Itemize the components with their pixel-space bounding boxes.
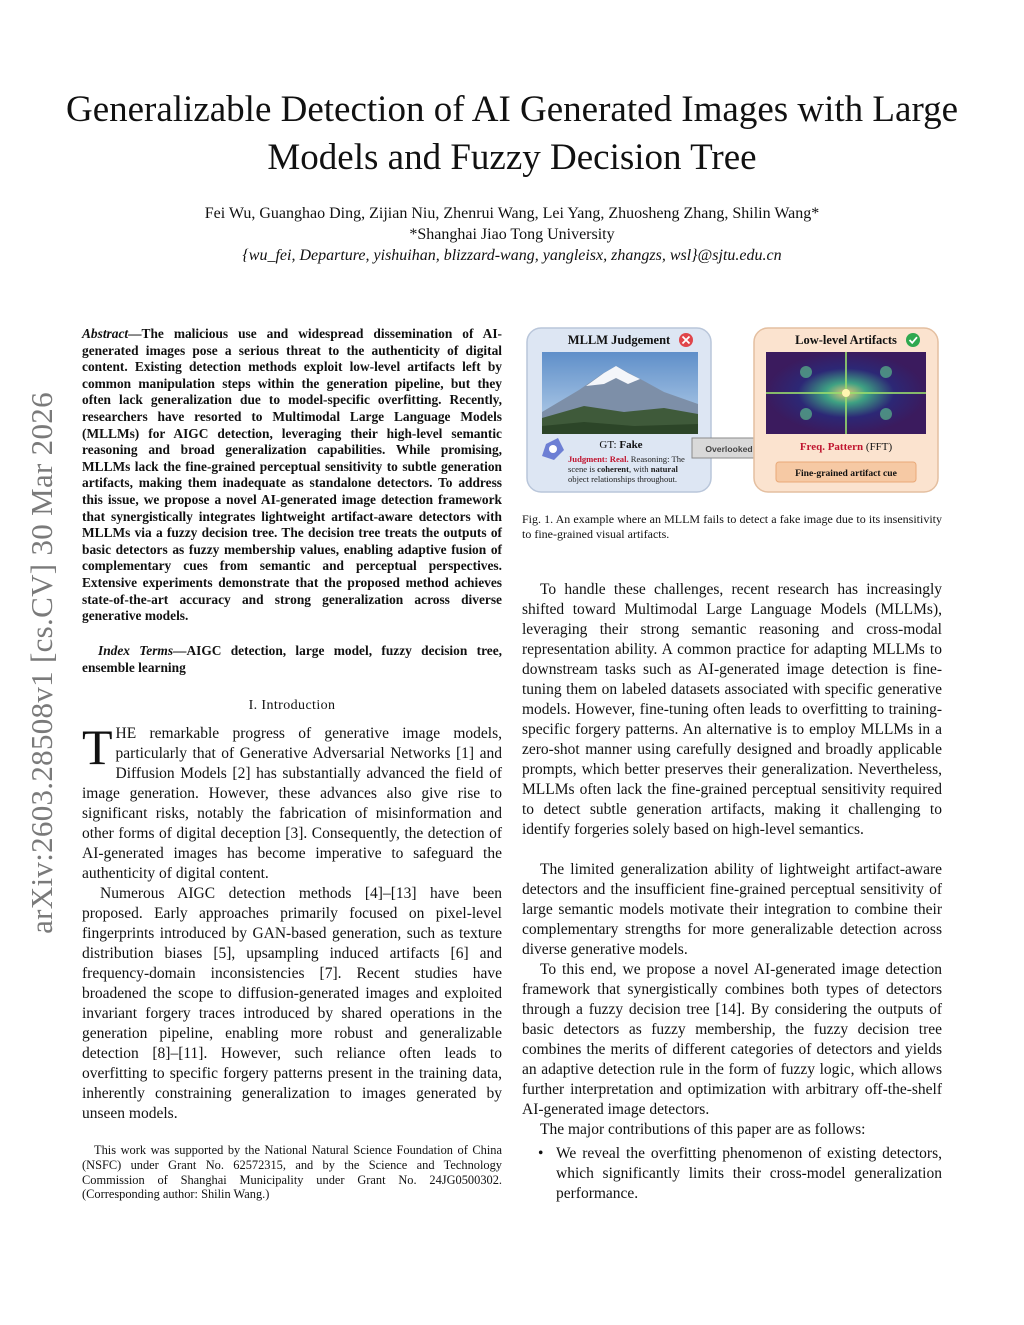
index-terms-lead: Index Terms <box>98 643 174 658</box>
wrong-icon <box>679 333 693 347</box>
index-terms <box>82 643 502 676</box>
bullet-icon: • <box>538 1145 544 1162</box>
arxiv-identifier <box>22 368 62 958</box>
abstract-lead: Abstract <box>82 326 129 341</box>
fft-spectrum-image <box>766 352 926 434</box>
intro-paragraph-1-text: HE remarkable progress of generative image models, particularly that of Generative Adversarial Networks [1] and Diffusion Models [2] has substantially advanced the field of image generation. However, these advances also give rise to significant risks, notably the fabrication of misinformation and other forms of digital deception [3]. Consequently, the detection of AI-generated images has become imperative to safeguard the authenticity of digital content. <box>82 725 502 882</box>
contribution-bullet-1 <box>522 1144 942 1204</box>
paper-title: Generalizable Detection of AI Generated Images with Large Models and Fuzzy Decision Tree <box>65 89 959 178</box>
ground-truth-label: GT: Fake <box>599 439 643 451</box>
body-paragraph-3: To handle these challenges, recent research has increasingly shifted toward Multimodal Large Language Models (MLLMs), leveraging their strong semantic reasoning and cross-modal representation ability. A common practice for adapting MLLMs to downstream tasks such as AI-generated image detection is fine-tuning them on labeled datasets associated with specific generative models. However, fine-tuning often leads to overfitting to training-specific forgery patterns. An alternative is to employ MLLMs in a zero-shot manner using carefully designed and broadly applicable prompts, which better preserves their generalization. Nevertheless, MLLMs often lack the fine-grained perceptual sensitivity required to detect subtle generation artifacts, making it challenging to identify forgeries solely based on high-level semantics. <box>522 581 942 838</box>
judgment-line-3: object relationships throughout. <box>568 474 678 484</box>
author-emails: {wu_fei, Departure, yishuihan, blizzard-wang, yangleisx, zhangzs, wsl}@sjtu.edu.cn <box>242 247 782 264</box>
arxiv-identifier-text: arXiv:2603.28508v1 [cs.CV] 30 Mar 2026 <box>24 392 59 934</box>
contributions-intro: The major contributions of this paper are as follows: <box>540 1121 866 1138</box>
drop-cap: T <box>82 719 113 775</box>
index-terms-text: —AIGC detection, large model, fuzzy decision tree, ensemble learning <box>82 643 503 675</box>
abstract <box>82 326 502 625</box>
correct-icon <box>906 333 920 347</box>
low-level-panel-title: Low-level Artifacts <box>795 333 897 347</box>
mllm-panel-title: MLLM Judgement <box>567 333 671 347</box>
contribution-bullet-1-text: We reveal the overfitting phenomenon of existing detectors, which significantly limits their cross-model generalization performance. <box>556 1145 942 1202</box>
judgment-line-1: Judgment: Real. Reasoning: The <box>568 454 685 464</box>
intro-paragraph-1 <box>82 719 502 884</box>
figure-1-caption: Fig. 1. An example where an MLLM fails to detect a fake image due to its insensitivity to fine-grained visual artifacts. <box>522 512 942 541</box>
body-paragraph-4: The limited generalization ability of lightweight artifact-aware detectors and the insufficient fine-grained perceptual sensitivity of large semantic models motivate their integration to combine their complementary strengths for more generalizable detection across diverse generative models. <box>522 861 942 958</box>
mountain-image <box>542 352 698 434</box>
figure-1 <box>524 326 940 496</box>
overlooked-label: Overlooked <box>705 444 753 454</box>
abstract-text: —The malicious use and widespread dissemination of AI-generated images pose a serious threat to the authenticity of digital content. Existing detection methods exploit low-level artifacts left by common manipulation steps within the generation pipeline, but they often lack generalization due to model-specific overfitting. Recently, researchers have resorted to Multimodal Large Language Models (MLLMs) for AIGC detection, leveraging their high-level semantic reasoning and broad generalization capabilities. While promising, MLLMs lack the fine-grained perceptual sensitivity to subtle generation artifacts, making them inadequate as standalone detectors. To address this issue, we propose a novel AI-generated image detection framework that synergistically integrates lightweight artifact-aware detectors with MLLMs via a fuzzy decision tree. The decision tree treats the outputs of basic detectors as fuzzy membership values, enabling adaptive fusion of complementary cues from semantic and perceptual perspectives. Extensive experiments demonstrate that the proposed method achieves state-of-the-art accuracy and strong generalization across diverse generative models. <box>82 326 502 624</box>
body-paragraph-5: To this end, we propose a novel AI-generated image detection framework that synergistically combines both types of detectors through a fuzzy decision tree [14]. By considering the outputs of basic detectors as fuzzy membership, the fuzzy decision tree combines the merits of different categories of detectors and yields an adaptive detection rule in the form of fuzzy logic, which allows further interpretation and optimization with arbitrary off-the-shelf AI-generated image detectors. <box>522 961 942 1118</box>
judgment-line-2: scene is coherent, with natural <box>568 464 678 474</box>
affiliation: *Shanghai Jiao Tong University <box>409 226 615 243</box>
section-heading-introduction: I. Introduction <box>248 698 336 713</box>
intro-paragraph-2: Numerous AIGC detection methods [4]–[13] have been proposed. Early approaches primarily focused on pixel-level fingerprints introduced by GAN-based generation, such as texture distribution biases [5], upsampling induced artifacts [6] and frequency-domain inconsistencies [7]. Recent studies have broadened the scope to diffusion-generated images and exploited invariant forgery traces introduced by shared operations in the generation pipeline, enabling more robust and generalizable detection [8]–[11]. However, such reliance often leads to overfitting to specific forgery patterns present in the training data, inherently constraining generalization to images generated by unseen models. <box>82 885 502 1122</box>
funding-footnote: This work was supported by the National Natural Science Foundation of China (NSFC) under Grant No. 62572315, and by the Science and Technology Commission of Shanghai Municipality under Grant No. 24JG0500302. (Corresponding author: Shilin Wang.) <box>82 1143 502 1202</box>
artifact-cue-label: Fine-grained artifact cue <box>795 468 897 479</box>
author-list: Fei Wu, Guanghao Ding, Zijian Niu, Zhenrui Wang, Lei Yang, Zhuosheng Zhang, Shilin Wang* <box>204 205 820 222</box>
freq-pattern-label: Freq. Pattern (FFT) <box>799 441 893 453</box>
